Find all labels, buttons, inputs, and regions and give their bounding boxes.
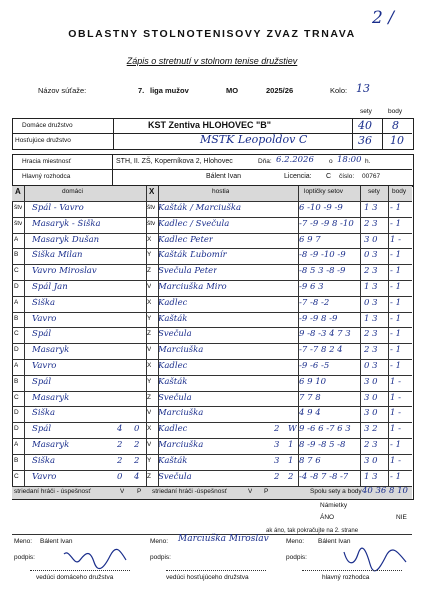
sets-result: 0 3	[364, 361, 378, 371]
guest-team-label: Hosťujúce družstvo	[15, 137, 71, 144]
table-row	[12, 422, 412, 438]
sets-result: 2 3	[364, 266, 378, 277]
referee-meno-label: Meno:	[286, 538, 305, 545]
match-code: D	[14, 425, 19, 433]
set-scores: -7 -7 8 2 4	[299, 345, 343, 356]
home-podpis-label: podpis:	[14, 554, 35, 561]
namietky-label: Námietky	[320, 502, 348, 509]
guest-code: Z	[147, 393, 151, 401]
sets-result: 3 0	[364, 408, 378, 419]
points-result: - 1	[390, 329, 401, 340]
home-v-score: 0	[117, 471, 123, 482]
set-scores: 6 9 7	[299, 234, 321, 245]
match-code: B	[14, 456, 19, 464]
home-role: vedúci domáceho družstva	[36, 574, 114, 581]
guest-v-score: 2	[274, 471, 280, 482]
set-scores: 8 -9 -8 5 -8	[299, 440, 346, 450]
home-body: 8	[392, 119, 399, 132]
match-code: D	[14, 409, 19, 417]
points-result: - 1	[390, 203, 401, 213]
guest-code: V	[147, 409, 152, 417]
referee-name: Bálent Ivan	[206, 173, 242, 180]
referee-label: Hlavný rozhodca	[22, 173, 71, 180]
set-scores: 6 9 10	[299, 376, 327, 387]
time-suffix: h.	[365, 158, 371, 165]
points-result: - 1	[390, 361, 401, 371]
match-code: D	[14, 283, 19, 290]
guest-player: Kašták	[158, 376, 188, 387]
guest-p: P	[264, 488, 269, 495]
guest-player: Marciuška	[158, 408, 204, 419]
home-player: Masaryk - Šiška	[32, 218, 101, 229]
match-code: C	[14, 267, 19, 275]
home-team-name: KST Zentiva HLOHOVEC "B"	[148, 120, 272, 130]
table-row	[12, 327, 412, 343]
guest-code: Z	[147, 330, 151, 338]
col-points-header: loptičky setov	[304, 188, 344, 195]
nie-option: NIE	[396, 514, 407, 521]
points-result: - 1	[390, 345, 401, 356]
striedani-home-label: striedaní hráči - úspešnosť	[14, 488, 91, 495]
table-row	[12, 201, 412, 217]
striedani-row	[12, 486, 412, 499]
guest-v-score: 2	[274, 424, 280, 435]
guest-code: X	[147, 362, 152, 369]
guest-code: X	[147, 235, 152, 243]
guest-code: Y	[147, 251, 152, 259]
guest-podpis-label: podpis:	[150, 554, 171, 561]
set-scores: 6 -10 -9 -9	[299, 203, 343, 213]
referee-role: hlavný rozhodca	[322, 574, 370, 581]
points-result: 1 -	[390, 376, 401, 387]
home-player: Vavro	[32, 361, 57, 371]
date-label: Dňa:	[258, 158, 272, 165]
match-code: B	[14, 314, 19, 322]
season: 2025/26	[266, 86, 294, 95]
sets-result: 1 3	[364, 282, 378, 292]
set-scores: -7 -9 -9 8 -10	[299, 218, 354, 229]
guest-player: Kadlec	[158, 424, 188, 435]
home-p-score: 4	[134, 471, 140, 482]
points-result: 1 -	[390, 408, 401, 419]
col-body-header: body	[392, 188, 407, 195]
sets-result: 1 3	[364, 313, 378, 324]
guest-code: Z	[147, 472, 151, 480]
sety-header: sety	[360, 108, 372, 115]
referee-signature	[340, 546, 410, 572]
guest-player: Kadlec / Svečula	[158, 218, 230, 229]
home-player: Spál	[32, 424, 52, 435]
home-p: P	[137, 488, 142, 495]
home-v-score: 2	[117, 440, 123, 450]
set-scores: 9 -8 -3 4 7 3	[299, 329, 351, 340]
set-scores: -8 -9 -10 -9	[299, 250, 346, 261]
guest-player: Kašták	[158, 313, 188, 324]
time-label: o	[329, 158, 333, 165]
sets-result: 0 3	[364, 250, 378, 261]
home-p-score: 2	[134, 455, 140, 466]
table-row	[12, 375, 412, 391]
points-result: - 1	[390, 218, 401, 229]
match-code: A	[14, 441, 19, 448]
table-row	[12, 406, 412, 422]
table-row	[12, 296, 412, 312]
points-result: - 1	[390, 250, 401, 261]
home-player: Masaryk	[32, 392, 70, 403]
sets-result: 3 0	[364, 234, 378, 245]
guest-v: V	[248, 488, 253, 495]
home-player: Šiška	[32, 455, 56, 466]
document-subtitle: Zápis o stretnutí v stolnom tenise družstiev	[126, 56, 298, 66]
guest-p-score: 1	[288, 440, 294, 450]
round-value: 13	[356, 82, 370, 95]
licence-value: C	[326, 173, 332, 180]
col-home-header: domáci	[62, 188, 83, 195]
guest-player: Kašták / Marciuška	[158, 203, 242, 213]
guest-player: Marciuška	[158, 440, 204, 450]
set-scores: -9 6 3	[299, 282, 324, 292]
match-code: D	[14, 346, 19, 354]
document-title: OBLASTNY STOLNOTENISOVY ZVAZ TRNAVA	[68, 28, 356, 40]
time-value: 18:00	[337, 155, 362, 165]
points-result: 1 -	[390, 234, 401, 245]
col-a-header: A	[15, 187, 21, 196]
licence-label: Licencia:	[284, 173, 312, 180]
sets-result: 0 3	[364, 297, 378, 308]
home-player: Spál Jan	[32, 282, 68, 292]
spolu-label: Spolu sety a body	[310, 488, 362, 495]
guest-code: Y	[147, 456, 152, 464]
referee-podpis-label: podpis:	[286, 554, 307, 561]
set-scores: -9 -9 8 -9	[299, 313, 338, 324]
guest-code: V	[147, 346, 152, 354]
table-row	[12, 233, 412, 249]
guest-v-score: 3	[274, 455, 280, 466]
guest-sety: 36	[358, 134, 372, 147]
guest-player: Kašták	[158, 455, 188, 466]
home-signature	[60, 546, 130, 572]
set-scores: -9 -6 -5	[299, 361, 330, 371]
match-code: A	[14, 235, 19, 243]
home-player: Šiška Milan	[32, 250, 83, 261]
table-row	[12, 248, 412, 264]
home-player: Vavro	[32, 471, 57, 482]
guest-code: štv	[147, 219, 156, 227]
guest-code: X	[147, 425, 152, 433]
guest-player: Svečula	[158, 471, 192, 482]
region-code: MO	[226, 86, 239, 95]
home-v: V	[120, 488, 125, 495]
match-code: štv	[14, 219, 23, 227]
points-result: 1 -	[390, 424, 401, 435]
col-sety-header: sety	[368, 188, 380, 195]
match-code: štv	[14, 204, 23, 211]
guest-role: vedúci hosťujúceho družstva	[166, 574, 249, 581]
guest-player: Kadlec	[158, 361, 188, 371]
home-p-score: 0	[134, 424, 140, 435]
table-row	[12, 280, 412, 296]
guest-team-name: MSTK Leopoldov C	[200, 133, 308, 146]
guest-player: Svečula	[158, 392, 192, 403]
table-row	[12, 438, 412, 454]
points-result: - 1	[390, 313, 401, 324]
match-code: C	[14, 393, 19, 401]
sets-result: 1 3	[364, 203, 378, 213]
table-row	[12, 343, 412, 359]
league-number: 7.	[138, 86, 145, 95]
set-scores: 7 7 8	[299, 392, 321, 403]
spolu-values: 40 36 8 10	[362, 486, 408, 496]
table-row	[12, 217, 412, 233]
points-result: 1 -	[390, 455, 401, 466]
sets-result: 2 3	[364, 329, 378, 340]
match-code: B	[14, 377, 19, 385]
home-team-label: Domáce družstvo	[22, 122, 73, 129]
competition-label: Názov súťaže:	[38, 86, 87, 95]
sets-result: 1 3	[364, 471, 378, 482]
guest-code: Y	[147, 377, 152, 385]
points-result: - 1	[390, 266, 401, 277]
league-name: liga mužov	[150, 86, 189, 95]
guest-player: Kašták Ľubomír	[158, 250, 227, 261]
home-player: Šiška	[32, 408, 56, 419]
guest-body: 10	[390, 134, 404, 147]
home-sety: 40	[358, 119, 372, 132]
namietky-note: ak áno, tak pokračujte na 2. strane	[266, 528, 359, 534]
sets-result: 2 3	[364, 218, 378, 229]
home-meno-label: Meno:	[14, 538, 33, 545]
points-result: 1 -	[390, 392, 401, 403]
guest-p-score: 2	[288, 471, 294, 482]
number-value: 00767	[362, 173, 381, 180]
set-scores: -7 -8 -2	[299, 297, 330, 308]
home-player: Šiška	[32, 297, 56, 308]
guest-player: Marciuška	[158, 345, 204, 356]
table-row	[12, 359, 412, 375]
table-row	[12, 391, 412, 407]
set-scores: 4 9 4	[299, 408, 321, 419]
home-player: Spál - Vavro	[32, 203, 84, 213]
guest-player: Kadlec Peter	[158, 234, 213, 245]
guest-code: Y	[147, 314, 152, 322]
guest-v-score: 3	[274, 440, 280, 450]
referee-sig-name: Bálent Ivan	[318, 538, 351, 545]
home-player: Vavro	[32, 313, 57, 324]
points-result: - 1	[390, 282, 401, 292]
home-player: Masaryk Dušan	[32, 234, 100, 245]
col-x-header: X	[149, 187, 155, 196]
table-row	[12, 470, 412, 486]
match-code: A	[14, 298, 19, 306]
sets-result: 3 0	[364, 455, 378, 466]
points-result: - 1	[390, 471, 401, 482]
home-leader-name: Bálent Ivan	[40, 538, 73, 545]
match-code: B	[14, 251, 19, 259]
points-result: - 1	[390, 440, 401, 450]
sets-result: 2 3	[364, 345, 378, 356]
match-code: A	[14, 362, 19, 369]
table-row	[12, 454, 412, 470]
guest-player: Svečula	[158, 329, 192, 340]
guest-p-score: 1	[288, 455, 294, 466]
table-header-row	[12, 186, 412, 201]
home-player: Spál	[32, 376, 52, 387]
home-v-score: 2	[117, 455, 123, 466]
table-row	[12, 312, 412, 328]
guest-code: Z	[147, 267, 151, 275]
guest-player: Svečula Peter	[158, 266, 218, 277]
sets-result: 3 2	[364, 424, 378, 435]
table-row	[12, 264, 412, 280]
round-label: Kolo:	[330, 86, 348, 95]
guest-p-score: W	[288, 424, 297, 435]
set-scores: -8 5 3 -8 -9	[299, 266, 346, 277]
set-scores: 9 -6 6 -7 6 3	[299, 424, 351, 435]
guest-leader-name: Marciuška Miroslav	[178, 534, 269, 544]
home-player: Spál	[32, 329, 52, 340]
striedani-guest-label: striedaní hráči -úspešnosť	[152, 488, 228, 495]
corner-page-mark: 2 /	[372, 8, 394, 28]
guest-code: X	[147, 298, 152, 306]
points-result: - 1	[390, 297, 401, 308]
guest-code: V	[147, 441, 152, 448]
guest-code: V	[147, 283, 152, 290]
home-v-score: 4	[117, 424, 123, 435]
col-guest-header: hostia	[212, 188, 230, 195]
venue-label: Hracia miestnosť	[22, 158, 72, 165]
sets-result: 3 0	[364, 376, 378, 387]
ano-option: ÁNO	[320, 514, 335, 521]
guest-player: Kadlec	[158, 297, 188, 308]
home-player: Masaryk	[32, 440, 70, 450]
guest-meno-label: Meno:	[150, 538, 169, 545]
guest-player: Marciuška Miro	[158, 282, 227, 292]
home-player: Vavro Miroslav	[32, 266, 97, 277]
set-scores: -4 -8 7 -8 -7	[299, 471, 349, 482]
match-code: C	[14, 330, 19, 338]
home-p-score: 2	[134, 440, 140, 450]
body-header: body	[388, 108, 403, 115]
match-code: C	[14, 472, 19, 480]
sets-result: 3 0	[364, 392, 378, 403]
venue-value: STH, II. ZŠ, Koperníkova 2, Hlohovec	[116, 158, 233, 165]
sets-result: 2 3	[364, 440, 378, 450]
set-scores: 8 7 6	[299, 455, 321, 466]
number-label: číslo:	[339, 173, 355, 180]
date-value: 6.2.2026	[276, 155, 314, 165]
home-player: Masaryk	[32, 345, 70, 356]
guest-code: štv	[147, 204, 156, 211]
